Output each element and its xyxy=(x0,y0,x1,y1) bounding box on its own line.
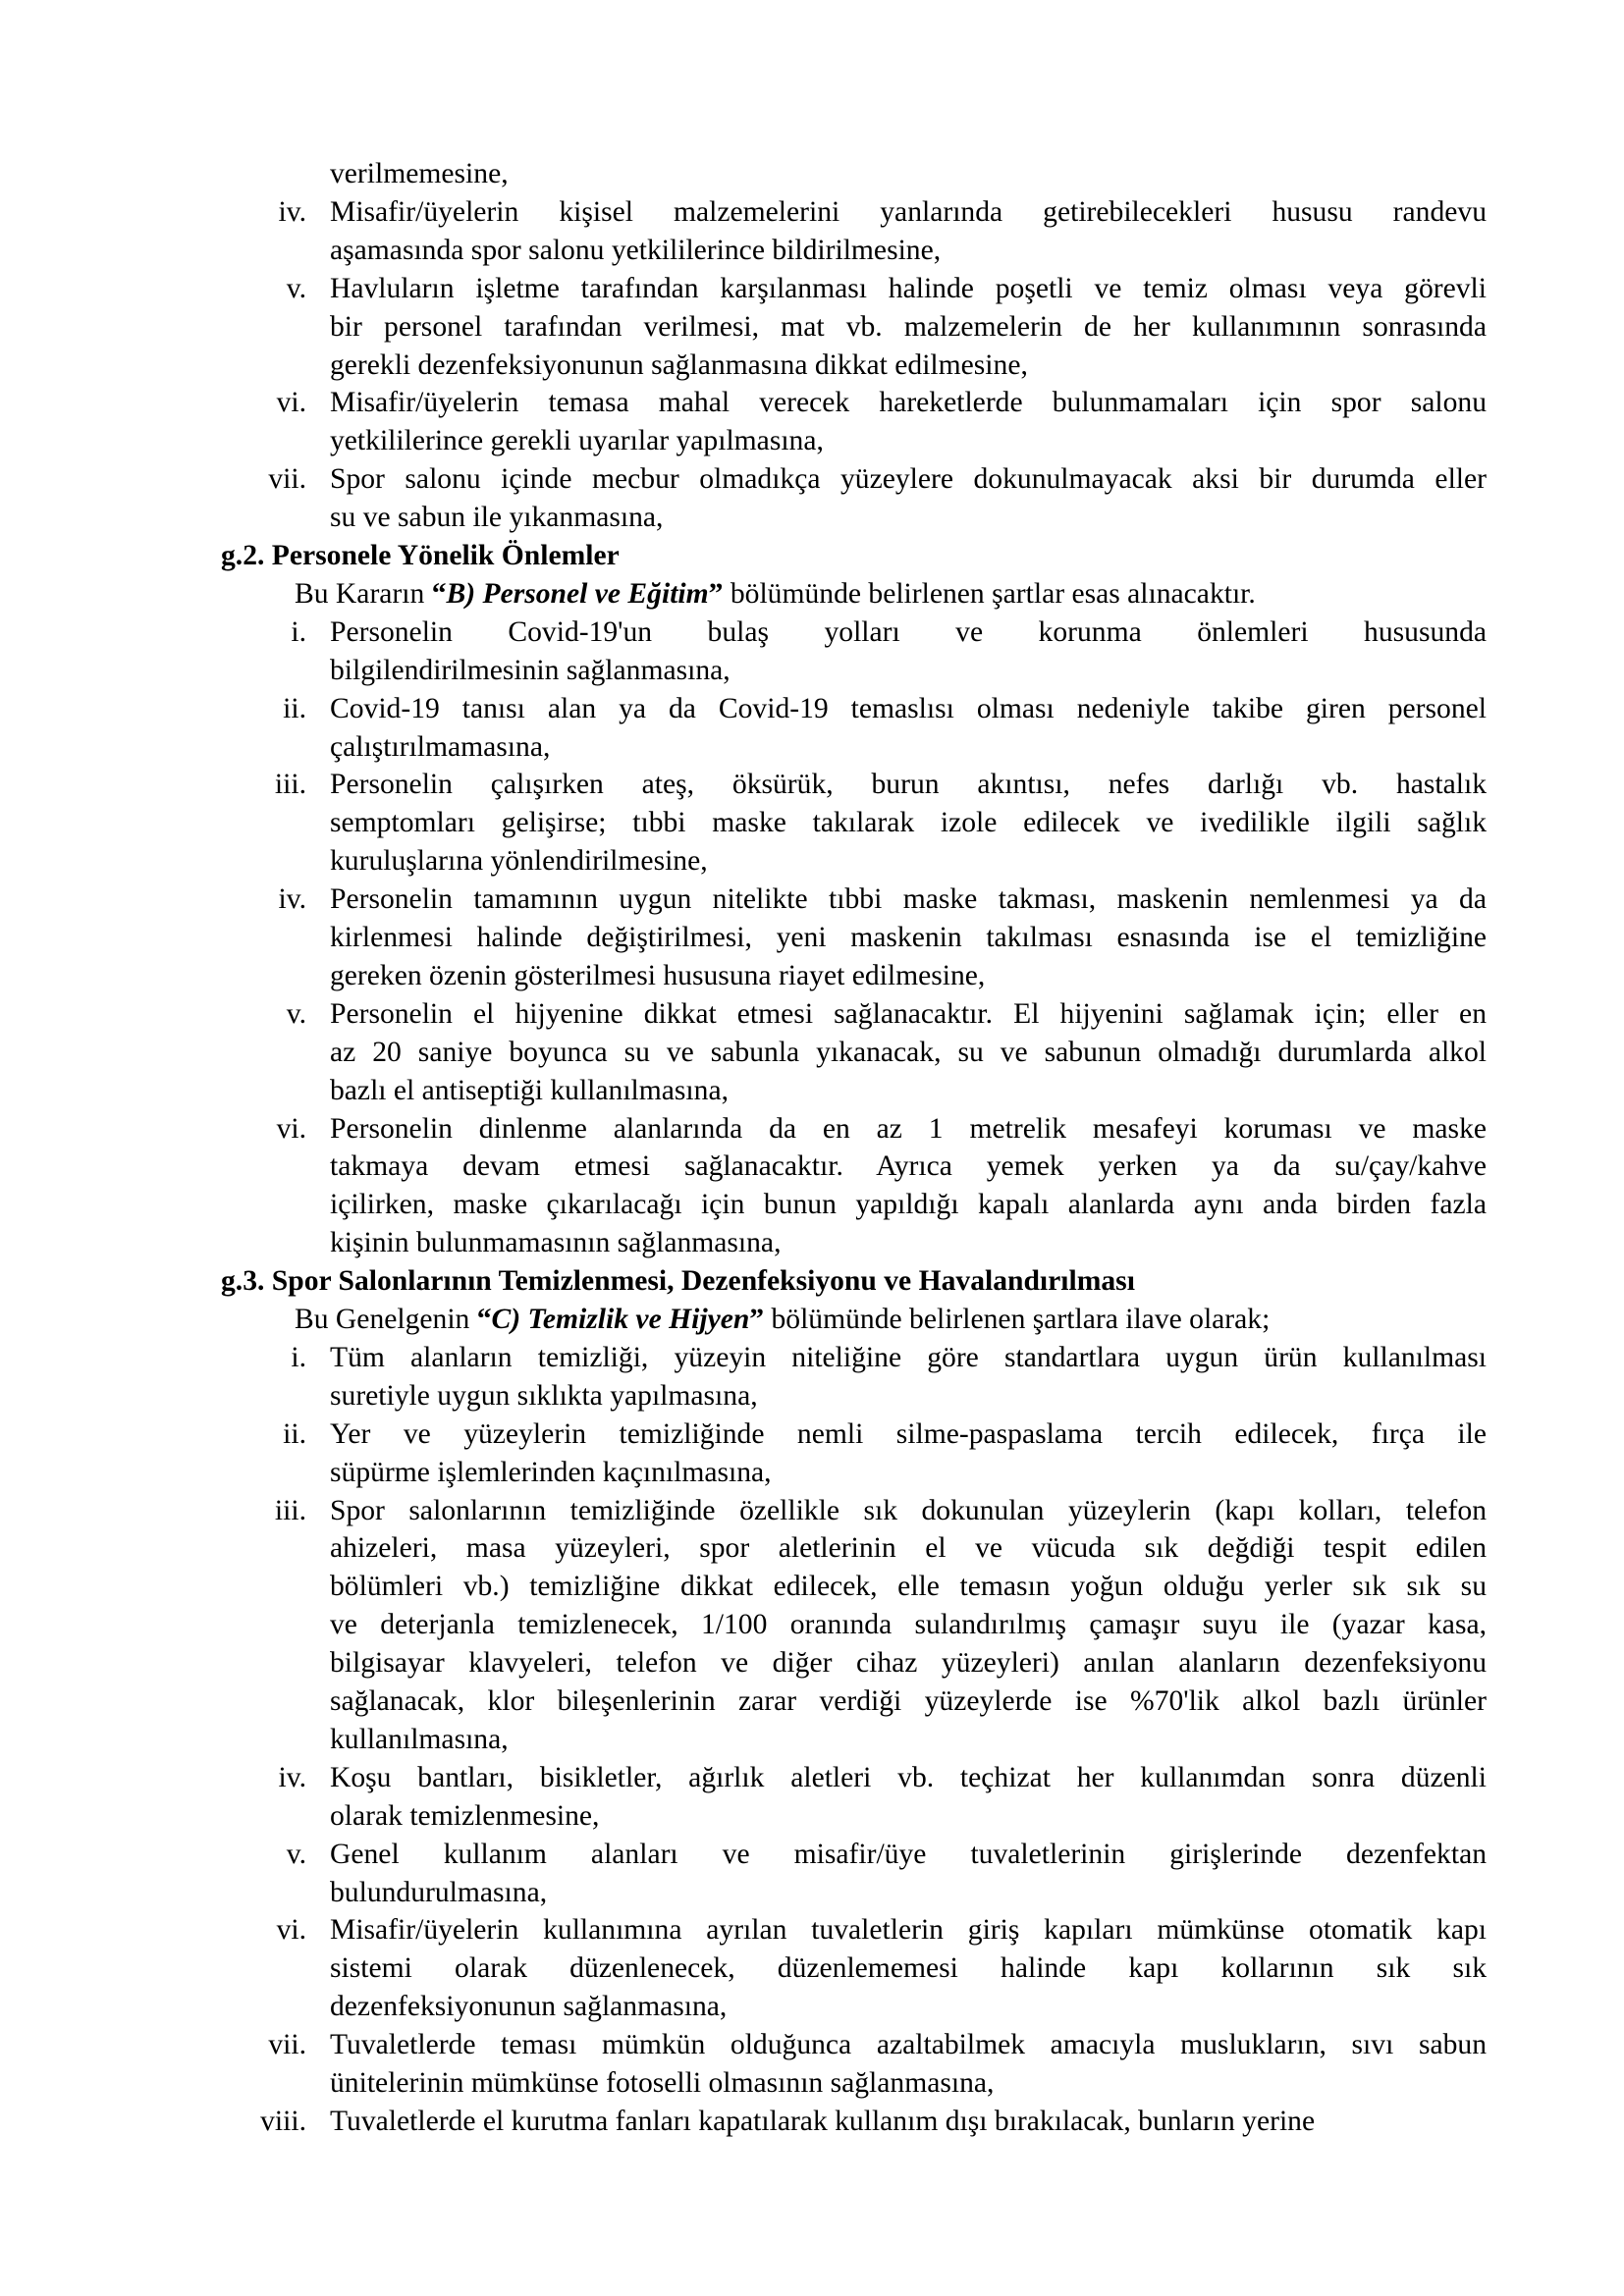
section-intro-row xyxy=(0,575,1624,613)
list-item-text: bilgisayar klavyeleri, telefon ve diğer cihaz yüzeyleri) anılan alanların dezenfeksiyonu xyxy=(330,1647,1487,1679)
section-heading-row xyxy=(0,537,1624,574)
list-item-text: Yer ve yüzeylerin temizliğinde nemli silme-paspaslama tercih edilecek, fırça ile xyxy=(330,1418,1487,1450)
list-item-number: vi. xyxy=(276,1113,306,1145)
list-item-number: i. xyxy=(291,616,306,648)
list-item-line xyxy=(0,1988,1624,2025)
list-item-number: v. xyxy=(286,998,306,1030)
list-item-number: vii. xyxy=(268,2029,306,2060)
list-item-text: suretiyle uygun sıklıkta yapılmasına, xyxy=(330,1380,758,1412)
list-item-text: Personelin el hijyenine dikkat etmesi sağlanacaktır. El hijyenini sağlamak için; eller en xyxy=(330,998,1487,1030)
list-item-line xyxy=(0,1568,1624,1605)
list-item-text: Personelin çalışırken ateş, öksürük, burun akıntısı, nefes darlığı vb. hastalık xyxy=(330,769,1487,800)
list-item-line xyxy=(0,652,1624,689)
list-item-line xyxy=(0,1644,1624,1682)
list-item-line xyxy=(0,1606,1624,1643)
list-item-number: vii. xyxy=(268,463,306,495)
list-item-line xyxy=(0,232,1624,269)
list-item-text: Koşu bantları, bisikletler, ağırlık aletleri vb. teçhizat her kullanımdan sonra düzenli xyxy=(330,1762,1487,1793)
list-item-text: bir personel tarafından verilmesi, mat vb. malzemelerin de her kullanımının sonrasında xyxy=(330,311,1487,343)
intro-post: bölümünde belirlenen şartlara ilave olarak; xyxy=(764,1304,1271,1335)
section-heading: g.3. Spor Salonlarının Temizlenmesi, Dezenfeksiyonu ve Havalandırılması xyxy=(221,1265,1135,1297)
intro-pre: Bu Genelgenin xyxy=(295,1304,477,1335)
list-item-line xyxy=(0,1110,1624,1148)
list-item-number: iv. xyxy=(278,883,306,915)
list-item-line xyxy=(0,422,1624,459)
list-item-line xyxy=(0,1148,1624,1185)
list-item-text: ünitelerinin mümkünse fotoselli olmasının sağlanmasına, xyxy=(330,2067,995,2099)
continuation-text: verilmemesine, xyxy=(330,158,509,189)
list-item-line xyxy=(0,1759,1624,1796)
list-item-number: vi. xyxy=(276,387,306,418)
list-item-text: Personelin Covid-19'un bulaş yolları ve korunma önlemleri hususunda xyxy=(330,616,1487,648)
list-item-text: ve deterjanla temizlenecek, 1/100 oranında sulandırılmış çamaşır suyu ile (yazar kasa, xyxy=(330,1609,1487,1640)
intro-reference: C) Temizlik ve Hijyen xyxy=(491,1304,750,1335)
intro-open-quote: “ xyxy=(431,578,447,610)
intro-reference: B) Personel ve Eğitim xyxy=(446,578,709,610)
list-item-line xyxy=(0,1836,1624,1873)
list-item-line xyxy=(0,804,1624,841)
list-item-line xyxy=(0,308,1624,346)
list-item-text: ahizeleri, masa yüzeyleri, spor aletlerinin el ve vücuda sık değdiği tespit edilen xyxy=(330,1532,1487,1564)
continuation-line xyxy=(0,155,1624,192)
list-item-text: çalıştırılmamasına, xyxy=(330,731,551,763)
section-heading-row xyxy=(0,1262,1624,1300)
section-intro xyxy=(295,1301,1270,1338)
list-item-text: Genel kullanım alanları ve misafir/üye tuvaletlerinin girişlerinde dezenfektan xyxy=(330,1839,1487,1870)
list-item-line xyxy=(0,460,1624,498)
list-item-line xyxy=(0,1874,1624,1911)
list-item-text: kirlenmesi halinde değiştirilmesi, yeni maskenin takılması esnasında ise el temizliğine xyxy=(330,922,1487,953)
list-item-line xyxy=(0,1721,1624,1758)
list-item-text: yetkililerince gerekli uyarılar yapılmasına, xyxy=(330,425,824,456)
list-item-text: Tüm alanların temizliği, yüzeyin niteliğine göre standartlara uygun ürün kullanılması xyxy=(330,1342,1487,1373)
list-item-text: Covid-19 tanısı alan ya da Covid-19 temaslısı olması nedeniyle takibe giren personel xyxy=(330,693,1487,724)
list-item-text: olarak temizlenmesine, xyxy=(330,1800,600,1832)
list-item-line xyxy=(0,1911,1624,1949)
list-item-text: Personelin tamamının uygun nitelikte tıbbi maske takması, maskenin nemlenmesi ya da xyxy=(330,883,1487,915)
list-item-text: bilgilendirilmesinin sağlanmasına, xyxy=(330,655,731,686)
list-item-line xyxy=(0,1339,1624,1376)
list-item-number: ii. xyxy=(283,693,306,724)
list-item-number: iv. xyxy=(278,1762,306,1793)
list-item-line xyxy=(0,995,1624,1033)
list-item-text: Tuvaletlerde el kurutma fanları kapatılarak kullanım dışı bırakılacak, bunların yerine xyxy=(330,2106,1316,2137)
list-item-number: v. xyxy=(286,273,306,304)
list-item-text: Havluların işletme tarafından karşılanması halinde poşetli ve temiz olması veya görevli xyxy=(330,273,1487,304)
list-item-text: Spor salonlarının temizliğinde özellikle sık dokunulan yüzeylerin (kapı kolları, telefon xyxy=(330,1495,1487,1526)
list-item-number: viii. xyxy=(260,2106,306,2137)
list-item-line xyxy=(0,1415,1624,1453)
list-item-line xyxy=(0,957,1624,994)
list-item-line xyxy=(0,1377,1624,1415)
list-item-text: takmaya devam etmesi sağlanacaktır. Ayrıca yemek yerken ya da su/çay/kahve xyxy=(330,1150,1487,1182)
list-item-line xyxy=(0,1186,1624,1223)
list-item-number: iv. xyxy=(278,196,306,228)
list-item-line xyxy=(0,2026,1624,2063)
list-item-line xyxy=(0,1224,1624,1261)
section-heading: g.2. Personele Yönelik Önlemler xyxy=(221,540,620,571)
list-item-number: i. xyxy=(291,1342,306,1373)
list-item-text: bulundurulmasına, xyxy=(330,1877,548,1908)
list-item-text: Misafir/üyelerin kişisel malzemelerini yanlarında getirebilecekleri hususu randevu xyxy=(330,196,1487,228)
list-item-line xyxy=(0,919,1624,956)
list-item-text: bazlı el antiseptiği kullanılmasına, xyxy=(330,1075,729,1106)
list-item-text: süpürme işlemlerinden kaçınılmasına, xyxy=(330,1457,772,1488)
list-item-line xyxy=(0,1034,1624,1071)
list-item-text: Tuvaletlerde teması mümkün olduğunca azaltabilmek amacıyla muslukların, sıvı sabun xyxy=(330,2029,1487,2060)
list-item-line xyxy=(0,1072,1624,1109)
list-item-text: Personelin dinlenme alanlarında da en az 1 metrelik mesafeyi koruması ve maske xyxy=(330,1113,1487,1145)
list-item-text: bölümleri vb.) temizliğine dikkat edilecek, elle temasın yoğun olduğu yerler sık sık su xyxy=(330,1571,1487,1602)
intro-open-quote: “ xyxy=(476,1304,492,1335)
list-item-text: semptomları gelişirse; tıbbi maske takılarak izole edilecek ve ivedilikle ilgili sağlık xyxy=(330,807,1487,838)
intro-close-quote: ” xyxy=(749,1304,765,1335)
list-item-text: gereken özenin gösterilmesi hususuna riayet edilmesine, xyxy=(330,960,986,991)
list-item-text: Spor salonu içinde mecbur olmadıkça yüzeylere dokunulmayacak aksi bir durumda eller xyxy=(330,463,1487,495)
list-item-text: Misafir/üyelerin kullanımına ayrılan tuvaletlerin giriş kapıları mümkünse otomatik kapı xyxy=(330,1914,1487,1946)
list-item-line xyxy=(0,881,1624,918)
list-item-text: dezenfeksiyonunun sağlanmasına, xyxy=(330,1991,728,2022)
list-item-line xyxy=(0,270,1624,307)
intro-post: bölümünde belirlenen şartlar esas alınacaktır. xyxy=(723,578,1256,610)
list-item-line xyxy=(0,1682,1624,1720)
list-item-line xyxy=(0,347,1624,384)
list-item-text: sağlanacak, klor bileşenlerinin zarar verdiği yüzeylerde ise %70'lik alkol bazlı ürünler xyxy=(330,1685,1487,1717)
list-item-text: kişinin bulunmamasının sağlanmasına, xyxy=(330,1227,782,1258)
list-item-line xyxy=(0,384,1624,421)
list-item-text: kuruluşlarına yönlendirilmesine, xyxy=(330,845,708,877)
list-item-line xyxy=(0,2064,1624,2102)
intro-close-quote: ” xyxy=(708,578,724,610)
list-item-line xyxy=(0,842,1624,880)
list-item-line xyxy=(0,614,1624,651)
list-item-text: içilirken, maske çıkarılacağı için bunun yapıldığı kapalı alanlarda aynı anda birden fazla xyxy=(330,1189,1487,1220)
list-item-text: kullanılmasına, xyxy=(330,1724,509,1755)
list-item-text: gerekli dezenfeksiyonunun sağlanmasına dikkat edilmesine, xyxy=(330,349,1028,381)
intro-pre: Bu Kararın xyxy=(295,578,432,610)
list-item-number: v. xyxy=(286,1839,306,1870)
list-item-number: ii. xyxy=(283,1418,306,1450)
list-item-line xyxy=(0,766,1624,803)
section-intro-row xyxy=(0,1301,1624,1338)
list-item-text: az 20 saniye boyunca su ve sabunla yıkanacak, su ve sabunun olmadığı durumlarda alkol xyxy=(330,1037,1487,1068)
list-item-text: aşamasında spor salonu yetkililerince bildirilmesine, xyxy=(330,235,942,266)
list-item-line xyxy=(0,499,1624,536)
list-item-line xyxy=(0,690,1624,727)
list-item-text: Misafir/üyelerin temasa mahal verecek hareketlerde bulunmamaları için spor salonu xyxy=(330,387,1487,418)
list-item-line xyxy=(0,1492,1624,1529)
list-item-line xyxy=(0,1454,1624,1491)
list-item-line xyxy=(0,1529,1624,1567)
list-item-line xyxy=(0,2103,1624,2140)
section-intro xyxy=(295,575,1256,613)
list-item-number: iii. xyxy=(274,1495,306,1526)
list-item-line xyxy=(0,1949,1624,1987)
list-item-text: su ve sabun ile yıkanmasına, xyxy=(330,502,664,533)
list-item-number: vi. xyxy=(276,1914,306,1946)
list-item-line xyxy=(0,728,1624,766)
list-item-text: sistemi olarak düzenlenecek, düzenlememesi halinde kapı kollarının sık sık xyxy=(330,1952,1487,1984)
list-item-line xyxy=(0,1797,1624,1835)
list-item-number: iii. xyxy=(274,769,306,800)
list-item-line xyxy=(0,193,1624,231)
